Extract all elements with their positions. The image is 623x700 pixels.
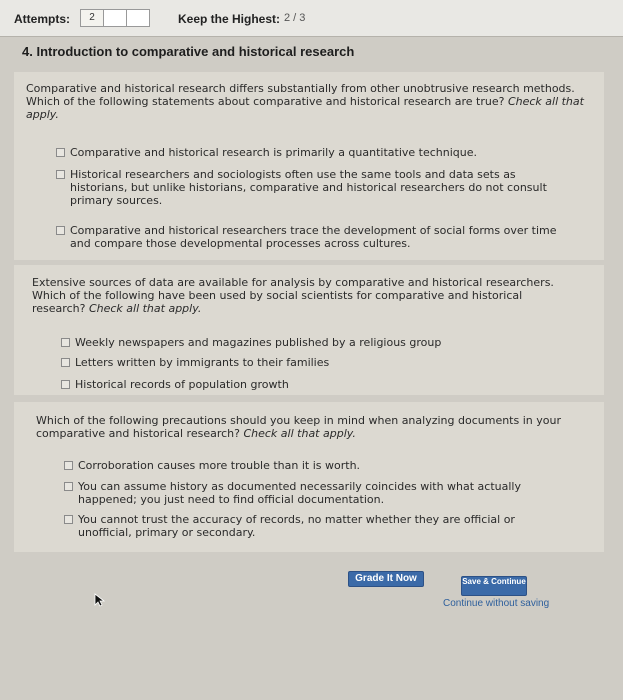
section1-option1-label[interactable]: Comparative and historical research is primarily a quantitative technique. [70, 146, 478, 159]
attempt-indicator [80, 9, 149, 27]
save-continue-button[interactable]: Save & Continue [461, 576, 527, 596]
section2-option2-checkbox[interactable] [61, 358, 70, 367]
section1-instruction: Check all that apply. [26, 95, 584, 121]
section2-option2-label[interactable]: Letters written by immigrants to their families [75, 356, 330, 369]
section2-option1-checkbox[interactable] [61, 338, 70, 347]
header-divider [0, 36, 623, 37]
section1-prompt [26, 82, 586, 121]
section1-option3-checkbox[interactable] [56, 226, 65, 235]
section3-prompt [36, 414, 566, 440]
keep-highest-value: 2 / 3 [284, 12, 306, 24]
section3-option1-checkbox[interactable] [64, 461, 73, 470]
section1-prompt-text: Comparative and historical research differs substantially from other unobtrusive research methods. Which of the following statements about comparative and historical research are true? [26, 82, 575, 108]
section2-instruction: Check all that apply. [88, 302, 202, 315]
section3-option3-checkbox[interactable] [64, 515, 73, 524]
attempt-box [103, 9, 127, 27]
keep-highest-label: Keep the Highest: [178, 12, 281, 26]
continue-without-saving-link[interactable]: Continue without saving [443, 598, 550, 609]
section3-option2-label[interactable]: You can assume history as documented necessarily coincides with what actually happened; you just need to find official documentation. [78, 480, 521, 506]
section3-option1-label[interactable]: Corroboration causes more trouble than it is worth. [78, 459, 361, 472]
section3-option3-label[interactable]: You cannot trust the accuracy of records, no matter whether they are official or unofficial, primary or secondary. [78, 513, 515, 539]
section2-option3-checkbox[interactable] [61, 380, 70, 389]
section2-option1-label[interactable]: Weekly newspapers and magazines published by a religious group [75, 336, 442, 349]
attempt-box-current: 2 [80, 9, 104, 27]
attempt-box [126, 9, 150, 27]
section1-option2-checkbox[interactable] [56, 170, 65, 179]
section2-prompt-text: Extensive sources of data are available for analysis by comparative and historical researchers. Which of the following have been used by social scientists for comparative and historical research? [32, 276, 554, 315]
section3-option2-checkbox[interactable] [64, 482, 73, 491]
attempts-bar [0, 0, 623, 36]
section2-option3-label[interactable]: Historical records of population growth [75, 378, 289, 391]
section3-instruction: Check all that apply. [243, 427, 356, 440]
grade-it-now-button[interactable]: Grade It Now [348, 571, 424, 587]
section1-option3-label[interactable]: Comparative and historical researchers trace the development of social forms over time and compare those developmental processes across cultures. [70, 224, 557, 250]
attempts-label: Attempts: [14, 12, 70, 26]
section3-prompt-text: Which of the following precautions should you keep in mind when analyzing documents in your comparative and historical research? [36, 414, 561, 440]
mouse-cursor-icon [94, 593, 106, 607]
question-title: 4. Introduction to comparative and historical research [22, 44, 355, 59]
section1-option1-checkbox[interactable] [56, 148, 65, 157]
section1-option2-label[interactable]: Historical researchers and sociologists often use the same tools and data sets as historians, but unlike historians, comparative and historical researchers do not consult primary sources. [70, 168, 547, 207]
section2-prompt [32, 276, 572, 315]
